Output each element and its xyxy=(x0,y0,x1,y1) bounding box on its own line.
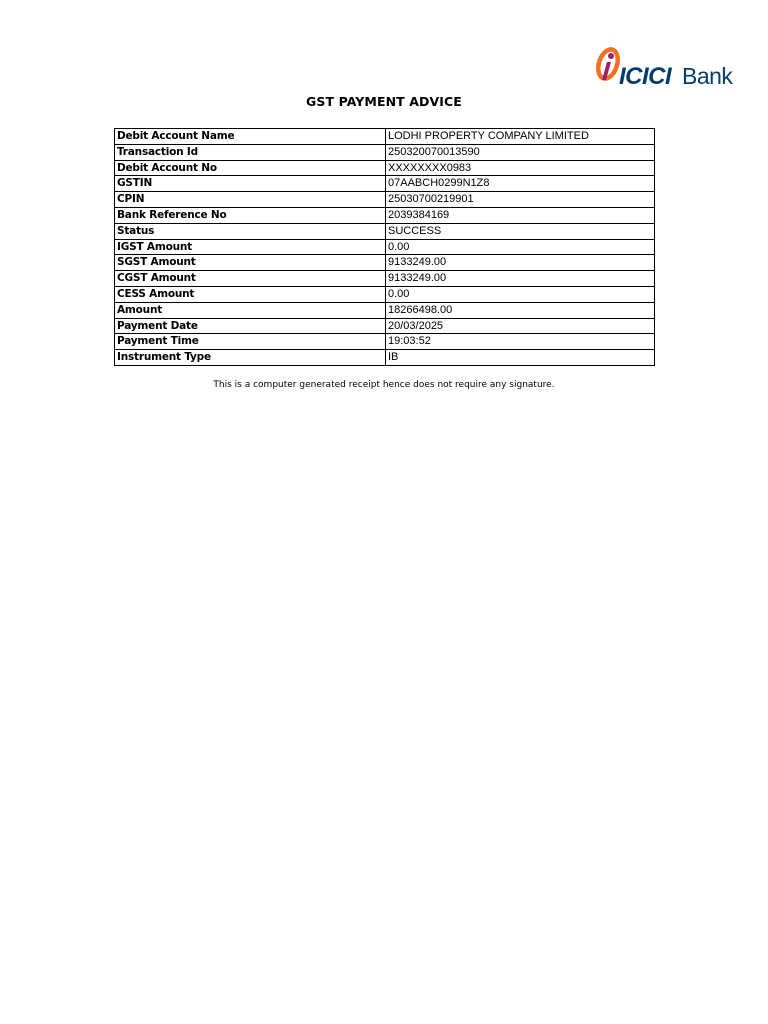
footer-note: This is a computer generated receipt hence does not require any signature. xyxy=(213,380,555,390)
field-label: CPIN xyxy=(115,192,386,208)
payment-details-table xyxy=(114,128,655,366)
field-value: 0.00 xyxy=(386,239,655,255)
field-value: 20/03/2025 xyxy=(386,318,655,334)
field-value: 250320070013590 xyxy=(386,144,655,160)
table-row xyxy=(115,239,655,255)
field-value: 07AABCH0299N1Z8 xyxy=(386,176,655,192)
table-row xyxy=(115,302,655,318)
field-label: CESS Amount xyxy=(115,286,386,302)
table-row xyxy=(115,129,655,145)
field-label: Debit Account No xyxy=(115,160,386,176)
table-row xyxy=(115,207,655,223)
field-label: SGST Amount xyxy=(115,255,386,271)
field-label: Bank Reference No xyxy=(115,207,386,223)
field-label: Payment Time xyxy=(115,334,386,350)
field-value: 18266498.00 xyxy=(386,302,655,318)
field-label: Instrument Type xyxy=(115,350,386,366)
field-value: IB xyxy=(386,350,655,366)
table-row xyxy=(115,271,655,287)
field-value: 25030700219901 xyxy=(386,192,655,208)
field-value: XXXXXXXX0983 xyxy=(386,160,655,176)
logo-wordmark-primary: ICICI xyxy=(619,63,672,90)
table-row xyxy=(115,176,655,192)
field-value: 9133249.00 xyxy=(386,255,655,271)
field-value: 9133249.00 xyxy=(386,271,655,287)
table-row xyxy=(115,334,655,350)
field-value: 0.00 xyxy=(386,286,655,302)
field-label: IGST Amount xyxy=(115,239,386,255)
page-title: GST PAYMENT ADVICE xyxy=(306,94,462,109)
field-label: Status xyxy=(115,223,386,239)
field-value: 19:03:52 xyxy=(386,334,655,350)
field-value: 2039384169 xyxy=(386,207,655,223)
table-row xyxy=(115,318,655,334)
field-label: Transaction Id xyxy=(115,144,386,160)
field-label: Amount xyxy=(115,302,386,318)
logo-wordmark-secondary: Bank xyxy=(682,63,733,89)
table-row xyxy=(115,350,655,366)
table-row xyxy=(115,255,655,271)
field-value: SUCCESS xyxy=(386,223,655,239)
table-row xyxy=(115,160,655,176)
table-row xyxy=(115,192,655,208)
table-row xyxy=(115,286,655,302)
field-label: CGST Amount xyxy=(115,271,386,287)
table-row xyxy=(115,144,655,160)
field-label: Debit Account Name xyxy=(115,129,386,145)
field-value: LODHI PROPERTY COMPANY LIMITED xyxy=(386,129,655,145)
field-label: Payment Date xyxy=(115,318,386,334)
field-label: GSTIN xyxy=(115,176,386,192)
icici-bank-logo xyxy=(594,44,733,90)
table-row xyxy=(115,223,655,239)
